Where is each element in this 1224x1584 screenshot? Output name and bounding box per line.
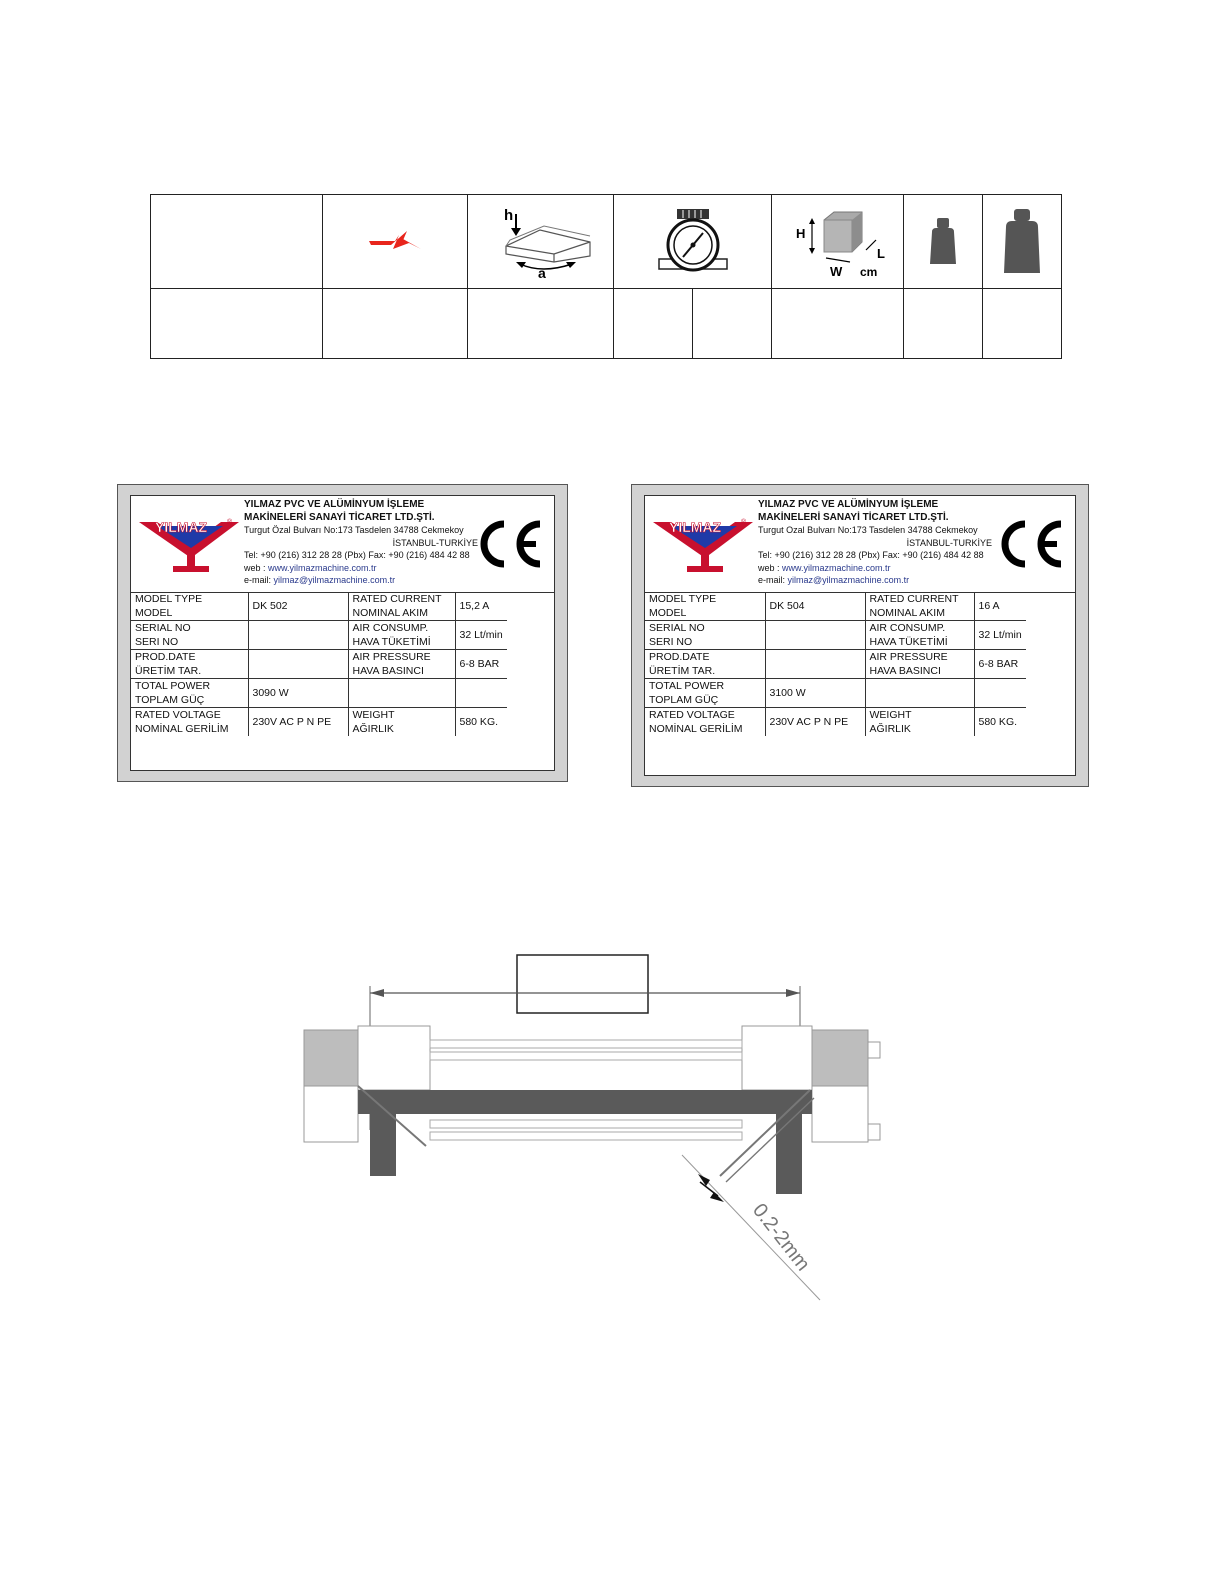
plate-value (974, 679, 1026, 708)
dimensions-cell (772, 195, 904, 289)
company-web (758, 562, 998, 575)
company-city: İSTANBUL-TURKİYE (392, 537, 478, 548)
plate-label: AIR PRESSURE HAVA BASINCI (865, 650, 974, 679)
box-unit-label: cm (859, 264, 877, 278)
company-line-2: MAKİNELERİ SANAYİ TİCARET LTD.ŞTİ. (244, 512, 435, 523)
yilmaz-logo (651, 514, 755, 574)
spec-value-4 (614, 289, 693, 359)
plate-row (131, 650, 507, 679)
plate-header (645, 496, 1075, 593)
email-link[interactable]: yilmaz@yilmazmachine.com.tr (787, 575, 910, 585)
plate-label: SERIAL NO SERI NO (131, 621, 248, 650)
plate-value: 3090 W (248, 679, 348, 708)
spec-value-6 (772, 289, 904, 359)
plate-value (248, 650, 348, 679)
plate-value: 3100 W (765, 679, 865, 708)
logo-registered: ® (227, 519, 233, 526)
plate-row (131, 708, 507, 737)
plate-row (645, 621, 1026, 650)
plate-row (645, 592, 1026, 621)
company-tel: Tel: +90 (216) 312 28 28 (Pbx) Fax: +90 (216) 484 42 88 (758, 550, 984, 560)
box-w-label: W (829, 263, 842, 278)
logo-text: YILMAZ (669, 519, 722, 535)
power-cell (323, 195, 468, 289)
spec-value-8 (983, 289, 1062, 359)
plate-row (645, 650, 1026, 679)
plate-grid (131, 592, 507, 736)
machine-diagram (300, 950, 900, 1310)
plate-header (131, 496, 554, 593)
air-cell (614, 195, 772, 289)
spec-header-empty (151, 195, 323, 289)
profile-cell (468, 195, 614, 289)
power-icon (365, 227, 425, 257)
email-label: e-mail: (244, 575, 274, 585)
spec-value-2 (323, 289, 468, 359)
plate-label (348, 679, 455, 708)
company-info (758, 498, 998, 587)
company-info (244, 498, 484, 587)
email-link[interactable]: yilmaz@yilmazmachine.com.tr (273, 575, 396, 585)
spec-value-3 (468, 289, 614, 359)
box-l-label: L (876, 245, 885, 261)
profile-dimension-icon (486, 202, 596, 282)
plate-value: 16 A (974, 592, 1026, 621)
plate-value: 580 KG. (974, 708, 1026, 737)
gap-label: 0.2-2mm (748, 1199, 814, 1276)
plate-value: 15,2 A (455, 592, 507, 621)
ce-mark-icon (474, 518, 546, 570)
gross-weight-cell (983, 195, 1062, 289)
web-link[interactable]: www.yilmazmachine.com.tr (268, 562, 377, 573)
plate-label: RATED CURRENT NOMINAL AKIM (865, 592, 974, 621)
company-line-2: MAKİNELERİ SANAYİ TİCARET LTD.ŞTİ. (758, 512, 949, 523)
box-h-label: H (795, 225, 805, 241)
angle-label: a (537, 264, 546, 281)
spec-table (150, 194, 1062, 359)
company-address: Turgut Özal Bulvarı No:173 Tasdelen 34788 Cekmekoy (244, 525, 464, 535)
plate-label: AIR CONSUMP. HAVA TÜKETİMİ (865, 621, 974, 650)
plate-label: RATED VOLTAGE NOMİNAL GERİLİM (131, 708, 248, 737)
yilmaz-logo (137, 514, 241, 574)
plate-label: RATED VOLTAGE NOMİNAL GERİLİM (645, 708, 765, 737)
plate-label: MODEL TYPE MODEL (645, 592, 765, 621)
company-tel: Tel: +90 (216) 312 28 28 (Pbx) Fax: +90 (216) 484 42 88 (244, 550, 470, 560)
name-plate-2 (631, 484, 1089, 787)
web-label: web : (244, 562, 269, 573)
height-label: h (503, 206, 513, 224)
plate-label: SERIAL NO SERI NO (645, 621, 765, 650)
plate-label: PROD.DATE ÜRETİM TAR. (131, 650, 248, 679)
dimension-box (517, 955, 648, 1013)
plate-row (645, 679, 1026, 708)
plate-label: TOTAL POWER TOPLAM GÜÇ (131, 679, 248, 708)
plate-value (248, 621, 348, 650)
plate-row (131, 592, 507, 621)
plate-label: WEIGHT AĞIRLIK (348, 708, 455, 737)
plate-row (645, 708, 1026, 737)
spec-value-5 (693, 289, 772, 359)
company-email (758, 574, 998, 587)
company-line-1: YILMAZ PVC VE ALÜMİNYUM İŞLEME (758, 499, 939, 510)
spec-value-7 (904, 289, 983, 359)
company-city: İSTANBUL-TURKİYE (906, 537, 992, 548)
small-weight-icon (928, 216, 958, 268)
air-gauge-icon (653, 207, 733, 277)
plate-label: AIR PRESSURE HAVA BASINCI (348, 650, 455, 679)
net-weight-cell (904, 195, 983, 289)
plate-value: 580 KG. (455, 708, 507, 737)
plate-value: 32 Lt/min (455, 621, 507, 650)
plate-value: DK 504 (765, 592, 865, 621)
plate-value: DK 502 (248, 592, 348, 621)
plate-value: 6-8 BAR (455, 650, 507, 679)
web-link[interactable]: www.yilmazmachine.com.tr (782, 562, 891, 573)
plate-label: PROD.DATE ÜRETİM TAR. (645, 650, 765, 679)
logo-text: YILMAZ (155, 519, 208, 535)
plate-value (765, 650, 865, 679)
company-web (244, 562, 484, 575)
large-weight-icon (1002, 207, 1042, 277)
plate-label: RATED CURRENT NOMINAL AKIM (348, 592, 455, 621)
plate-row (131, 621, 507, 650)
plate-value: 230V AC P N PE (765, 708, 865, 737)
ce-mark-icon (995, 518, 1067, 570)
plate-label: WEIGHT AĞIRLIK (865, 708, 974, 737)
plate-label: MODEL TYPE MODEL (131, 592, 248, 621)
plate-row (131, 679, 507, 708)
plate-value (455, 679, 507, 708)
spec-value-1 (151, 289, 323, 359)
name-plate-1 (117, 484, 568, 782)
plate-label: TOTAL POWER TOPLAM GÜÇ (645, 679, 765, 708)
plate-value: 6-8 BAR (974, 650, 1026, 679)
plate-value (765, 621, 865, 650)
company-address: Turgut Ozal Bulvarı No:173 Tasdelen 34788 Cekmekoy (758, 525, 978, 535)
company-email (244, 574, 484, 587)
plate-label (865, 679, 974, 708)
plate-label: AIR CONSUMP. HAVA TÜKETİMİ (348, 621, 455, 650)
company-line-1: YILMAZ PVC VE ALÜMİNYUM İŞLEME (244, 499, 425, 510)
web-label: web : (758, 562, 783, 573)
dimensions-box-icon (788, 206, 888, 278)
plate-value: 32 Lt/min (974, 621, 1026, 650)
logo-registered: ® (741, 519, 747, 526)
email-label: e-mail: (758, 575, 788, 585)
plate-value: 230V AC P N PE (248, 708, 348, 737)
plate-grid (645, 592, 1026, 736)
